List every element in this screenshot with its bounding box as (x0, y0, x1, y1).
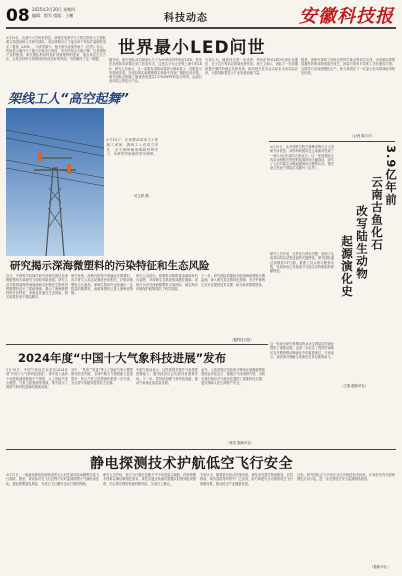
article-meteorology-col: 其中，“风清”“风雷”等人工智能气象大模型研发取得突破，全球中期天气预报能力显著提升；风云气象卫星观测体系进一步完善，为全球气象服务提供有力支撑。 (71, 368, 133, 385)
linemen-photo (6, 108, 104, 256)
page-header (0, 0, 402, 28)
article-fossil-title-line: 改写陆生动物 (355, 205, 369, 280)
editor-line: 编辑：程军 组版：王鹏 (32, 12, 74, 18)
newspaper-logo: 安徽科技报 (299, 6, 394, 27)
article-deep-sea-col: 下一步，研究团队将继续开展深海微塑料长期监测，深入研究其迁移转化规律，为守护深海生态安全提供技术支撑，助力海洋强国建设。 (201, 274, 265, 287)
article-meteorology-col: 3月19日，中国气象局在京发布2024年度“中国十大气象科技进展”。该年度入选的十项进展涵盖数值天气预报、人工智能气象大模型、气象卫星观测等领域，集中展示了我国气象科技创新的最新成果。 (6, 368, 68, 390)
article-lightning-rule (6, 449, 396, 450)
article-world-smallest-led-col: 3月19日，从浙江大学传来消息，该校光电科学与工程学院狄大卫团队联合英国剑桥大学研究团队，成功研制出尺寸接近单个钙钛矿晶胞的发光二极管（LED），为世界最小。相关研究成果发表于《自然》杂志。传统显示器件尺寸缩小至微米尺度时，发光效率会大幅下降，这是困扰产业的瓶颈。研究团队利用钙钛矿材料独特的性质，提出原位生长方法，让发光材料与周围材料形成良好的界面，有效解决了这一难题。 (6, 36, 106, 62)
page-number: 08 (6, 6, 30, 26)
article-fossil-rule (269, 141, 395, 142)
article-meteorology-rule (6, 344, 268, 345)
article-fossil-col: 3月19日，从中国科学院古脊椎动物与古人类研究所获悉，该所科研团队在云南曲靖发现了一种3.9亿年前的古鱼化石，这一发现将陆生四足动物相关特征的起源时间大幅提前，改写了人们对陆生动物起源演化历程的认识。相关论文发表于国际学术期刊《自然》。 (270, 145, 334, 171)
article-fossil-title-line: 云南古鱼化石 (370, 176, 384, 251)
article-lightning-signature: （据新华社） (370, 565, 391, 569)
article-fossil-title-line: 起源演化史 (340, 235, 354, 298)
date-line: 2025年3月20日 星期四 (32, 7, 76, 12)
article-meteorology-col: 中国气象局表示，这些进展对提升气象预报预警能力、服务经济社会发展具有重要作用。下一步，将持续加强气象科技创新，推动气象事业高质量发展。 (136, 368, 198, 385)
article-meteorology-signature: （蒋苗 据新华社） (226, 441, 255, 445)
article-deep-sea-col: 研究发现，深海沉积物中普遍存在微塑料，其丰度与人类活动强度密切相关，纤维状微塑料占比最高。深海生物体内也检测出一定数量的微塑料，表明微塑料已进入深海食物链。 (71, 274, 133, 296)
article-world-smallest-led-col: 据介绍，研究团队成功制备出尺寸为90纳米的钙钛矿LED，其发光亮度和效率都达到了较高水平，这是迄今为止世界上最小的LED。研究人员表示，这一成果有望推动超高分辨率显示、近眼显示等领域发展，在虚拟现实和增强现实设备中具有广阔的应用前景。研究团队还制备了像素密度超过127000PPI的显示阵列，远超目前市面上的显示产品。 (109, 58, 202, 84)
article-deep-sea-signature: （据科技日报） (230, 338, 254, 342)
article-world-smallest-led-col: 专家认为，随着技术进一步成熟，钙钛矿纳米LED有望在光通信、光子芯片等前沿领域发挥作用。狄大卫表示，团队下一步将继续提升器件的稳定性和寿命，推动相关技术从实验室走向实际应用，为我国新型显示产业发展贡献力量。 (205, 58, 298, 75)
header-rule (6, 27, 396, 29)
article-fossil-title-line: 3.9亿年前 (384, 145, 398, 206)
article-world-smallest-led-title: 世界最小LED问世 (118, 38, 266, 58)
power-tower-illustration (6, 108, 104, 256)
article-lightning-col: 3月17日，一架载有静电探测设备的无人机在某试验场顺利完成飞行测试。据悉，该设备可在飞行过程中实时监测周围大气静电场变化，提前预警雷电风险，为低空飞行器安全运行提供保障。 (6, 473, 99, 486)
article-world-smallest-led-col: 据悉，该研究得到了国家自然科学基金等项目支持。未来团队将围绕器件的集成制造展开攻关，探索与现有半导体工艺的兼容方案，以期早日实现规模化生产，助力我国在下一代显示技术领域取得领先优势。 (301, 58, 395, 75)
article-world-smallest-led-signature: （记者 陈月平） (350, 134, 375, 138)
header-meta (32, 7, 75, 18)
article-fossil-col: 研究人员介绍，这件化石保存完整，展现了从鱼类向四足动物过渡的关键特征。研究团队通过高精度CT扫描，重建了其头骨与鳍骨结构，发现该鱼已具备部分与陆生动物相似的骨骼特征。 (270, 252, 334, 274)
section-title: 科技动态 (164, 13, 208, 24)
linemen-photo-credit: 吴玉婷 摄 (134, 194, 149, 198)
article-fossil-signature: （王瑞 据新华社） (340, 384, 369, 388)
article-fossil-col: 这一发现为研究脊椎动物从水生到陆生的演化提供了重要证据，也进一步证实了我国华南地区在早期脊椎动物演化中的重要地位。专家表示，该成果对理解生命演化史具有重要意义。 (270, 342, 334, 359)
article-lightning-col: 研究人员介绍，低空飞行器在雷暴天气中易受雷击威胁，传统预警手段难以满足精细化需求。该技术通过机载传感器实时感知电场强度，结合算法模型快速判断风险，实现自主避让。 (103, 473, 196, 486)
article-deep-sea-col: 近日，中国科学院海洋研究所研究团队在深海微塑料污染研究方面取得新进展。研究人员对我国南海等海域深海沉积物及生物体内的微塑料进行了系统调查，揭示了深海微塑料的分布特征、来源及其潜在生态风险，相关成果发表于国际期刊。 (6, 274, 68, 300)
article-linemen-title: 架线工人“高空起舞” (8, 92, 129, 107)
article-meteorology-col: 此外，入选进展还包括高分辨率区域数值预报系统业务化运行、极端天气成因研究等，为防灾减灾和应对气候变化提供了重要科技支撑，更好保障人民生命财产安全。 (201, 368, 265, 385)
article-deep-sea-microplastics-title: 研究揭示深海微塑料的污染特征和生态风险 (10, 260, 210, 272)
article-lightning-col: 专家认为，随着低空经济快速发展，该技术有望在物流配送、应急救援、城市巡检等场景中广泛应用，助力构建安全可靠的低空飞行保障体系，推动低空产业健康发展。 (200, 473, 293, 486)
article-deep-sea-col: 研究人员指出，微塑料可吸附重金属和有机污染物，对深海生态系统构成潜在威胁。该研究为评估深海微塑料污染风险、制定海洋环境保护政策提供了科学依据。 (136, 274, 198, 291)
linemen-photo-caption: 3月19日，在安徽省某电力工程施工现场，架线工人在高空作业，全力保障输电线路按期完工，为春季用电提供坚实保障。 (106, 138, 158, 157)
article-lightning-detection-title: 静电探测技术护航低空飞行安全 (90, 456, 293, 472)
article-meteorology-title: 2024年度“中国十大气象科技进展”发布 (18, 351, 227, 365)
article-lightning-col: 目前，研究团队正与多家企业合作推进技术转化，计划在年内开展规模化应用示范，进一步完善低空安全监测网络建设。 (297, 473, 395, 482)
